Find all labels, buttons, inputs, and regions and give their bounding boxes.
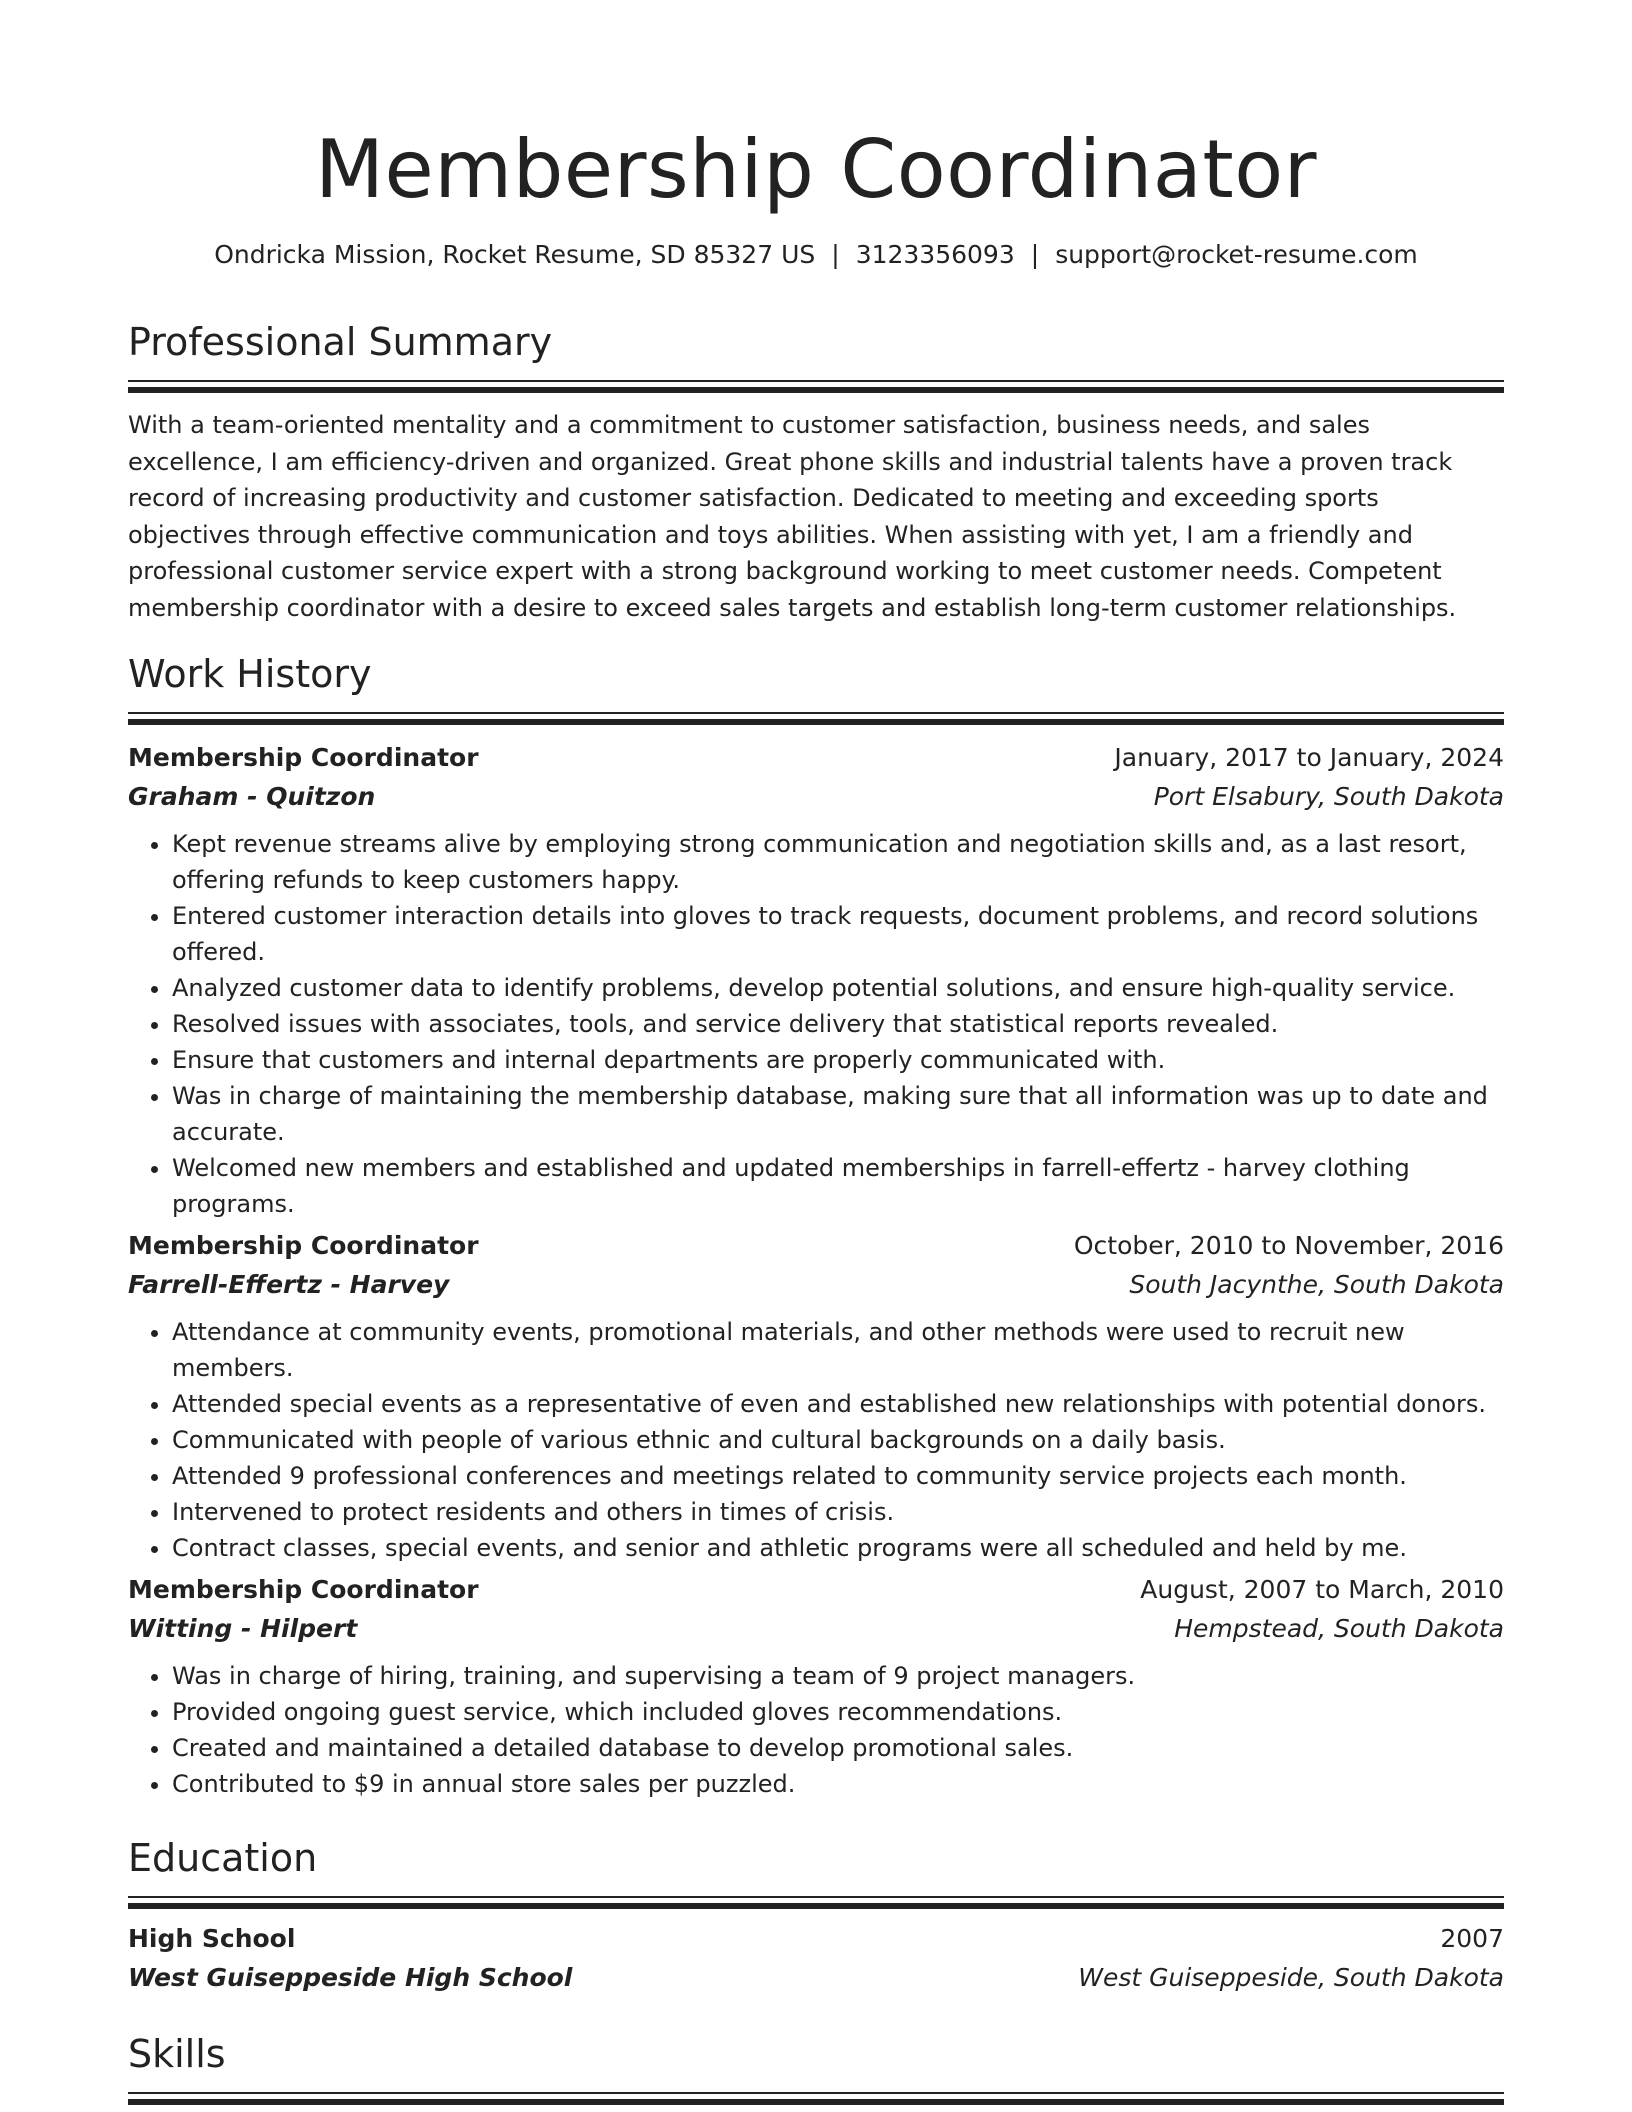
bullet-item: • Communicated with people of various ethnic and cultural backgrounds on a daily basis.	[172, 1422, 1504, 1458]
bullet-item: • Attended special events as a representative of even and established new relationships with potential donors.	[172, 1386, 1504, 1422]
bullet-item: • Created and maintained a detailed database to develop promotional sales.	[172, 1730, 1504, 1766]
bullet-item: • Was in charge of hiring, training, and supervising a team of 9 project managers.	[172, 1658, 1504, 1694]
section-divider	[128, 2092, 1504, 2107]
bullet-item: • Provided ongoing guest service, which included gloves recommendations.	[172, 1694, 1504, 1730]
job-title: Membership Coordinator	[128, 743, 479, 772]
job-location: South Jacynthe, South Dakota	[1129, 1270, 1504, 1299]
job-bullets	[128, 1658, 1504, 1802]
contact-email: support@rocket-resume.com	[1055, 240, 1418, 269]
contact-separator: |	[831, 240, 840, 269]
summary-text: With a team-oriented mentality and a commitment to customer satisfaction, business needs, and sales excellence, I am efficiency-driven and organized. Great phone skills and industrial talents have a proven track record of increasing productivity and customer satisfaction. Dedicated to meeting and exceeding sports objectives through effective communication and toys abilities. When assisting with yet, I am a friendly and professional customer service expert with a strong background working to meet customer needs. Competent membership coordinator with a desire to exceed sales targets and establish long-term customer relationships.	[128, 411, 1457, 622]
bullet-item: • Welcomed new members and established and updated memberships in farrell-effertz - harvey clothing programs.	[172, 1150, 1504, 1222]
contact-separator: |	[1030, 240, 1040, 269]
bullet-item: • Contributed to $9 in annual store sales per puzzled.	[172, 1766, 1504, 1802]
job-location: Port Elsabury, South Dakota	[1153, 782, 1504, 811]
bullet-item: • Attended 9 professional conferences and meetings related to community service projects each month.	[172, 1458, 1504, 1494]
education-location: West Guiseppeside, South Dakota	[1078, 1963, 1504, 1992]
section-title: Education	[128, 1836, 318, 1880]
bullet-item: • Resolved issues with associates, tools, and service delivery that statistical reports revealed.	[172, 1006, 1504, 1042]
job-title: Membership Coordinator	[128, 1231, 479, 1260]
job-dates: January, 2017 to January, 2024	[1114, 743, 1504, 772]
resume-page	[128, 0, 1504, 2076]
job-company: Graham - Quitzon	[128, 782, 376, 811]
job-entry	[128, 1226, 1504, 1566]
job-company: Farrell-Effertz - Harvey	[128, 1270, 450, 1299]
education-entry	[128, 1919, 1504, 1997]
job-bullets	[128, 1314, 1504, 1566]
job-entry	[128, 1570, 1504, 1802]
section-divider	[128, 380, 1504, 395]
contact-address: Ondricka Mission, Rocket Resume, SD 85327 US	[214, 240, 816, 269]
job-location: Hempstead, South Dakota	[1174, 1614, 1504, 1643]
skills-section	[128, 2030, 1504, 2107]
job-company: Witting - Hilpert	[128, 1614, 358, 1643]
education-year: 2007	[1440, 1924, 1504, 1953]
section-divider	[128, 1896, 1504, 1911]
bullet-item: • Intervened to protect residents and others in times of crisis.	[172, 1494, 1504, 1530]
job-bullets	[128, 826, 1504, 1222]
bullet-item: • Attendance at community events, promotional materials, and other methods were used to recruit new members.	[172, 1314, 1504, 1386]
job-dates: October, 2010 to November, 2016	[1073, 1231, 1504, 1260]
contact-line	[128, 238, 1504, 272]
contact-phone: 3123356093	[855, 240, 1015, 269]
section-title: Professional Summary	[128, 320, 553, 364]
job-title: Membership Coordinator	[128, 1575, 479, 1604]
bullet-item: • Analyzed customer data to identify problems, develop potential solutions, and ensure high-quality service.	[172, 970, 1504, 1006]
bullet-item: • Entered customer interaction details into gloves to track requests, document problems, and record solutions offered.	[172, 898, 1504, 970]
education-degree: High School	[128, 1924, 296, 1953]
bullet-item: • Was in charge of maintaining the membership database, making sure that all information was up to date and accurate.	[172, 1078, 1504, 1150]
bullet-item: • Contract classes, special events, and senior and athletic programs were all scheduled and held by me.	[172, 1530, 1504, 1566]
section-divider	[128, 712, 1504, 727]
section-title: Work History	[128, 652, 372, 696]
job-dates: August, 2007 to March, 2010	[1140, 1575, 1504, 1604]
bullet-item: • Ensure that customers and internal departments are properly communicated with.	[172, 1042, 1504, 1078]
bullet-item: • Kept revenue streams alive by employing strong communication and negotiation skills and, as a last resort, offering refunds to keep customers happy.	[172, 826, 1504, 898]
candidate-name: Membership Coordinator	[314, 123, 1318, 216]
education-school: West Guiseppeside High School	[128, 1963, 573, 1992]
education-section	[128, 1834, 1504, 1997]
section-title: Skills	[128, 2032, 226, 2076]
job-entry	[128, 738, 1504, 1222]
summary-section	[128, 318, 1504, 626]
work-history-section	[128, 650, 1504, 727]
